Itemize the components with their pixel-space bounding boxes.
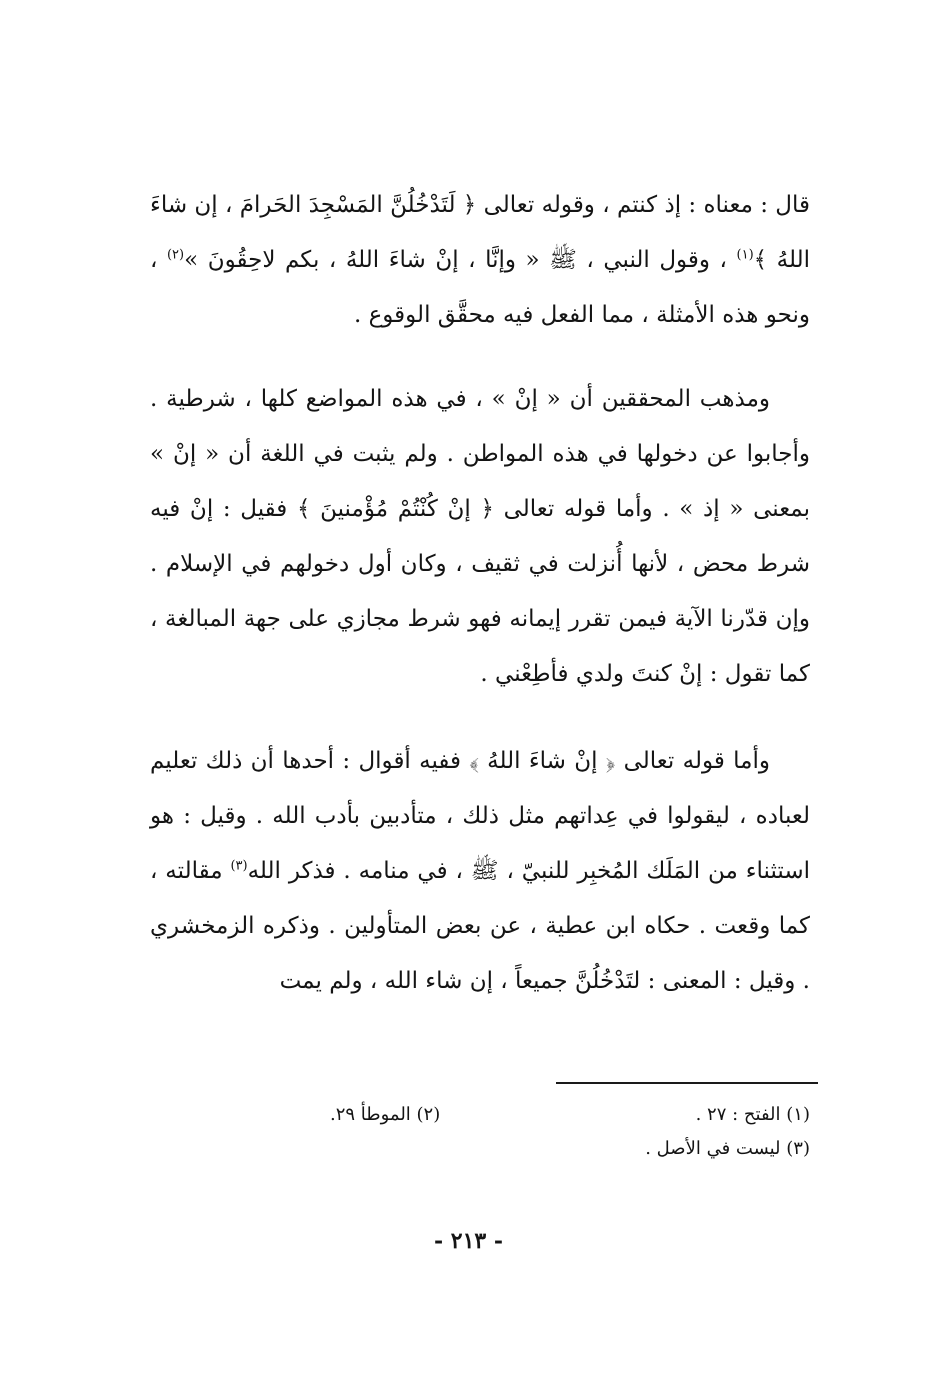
footnote-1: (١) الفتح : ٢٧ . bbox=[695, 1104, 810, 1125]
paragraph-2 bbox=[150, 372, 810, 702]
footnote-separator bbox=[556, 1082, 818, 1084]
paragraph-3 bbox=[150, 734, 810, 1009]
footnotes bbox=[330, 1098, 810, 1166]
page-number: - ٢١٣ - bbox=[433, 1228, 504, 1254]
paragraph-1-text-b: ، وقول النبي ، ﷺ « وإنَّا ، إنْ شاءَ اللهُ ، بكم لاحِقُونَ » bbox=[184, 247, 727, 273]
paragraph-3-text-a: وأما قوله تعالى ﴿ إنْ شاءَ اللهُ ﴾ ففيه أقوال : أحدها أن ذلك تعليم لعباده ، ليقولوا في عِداتهم مثل ذلك ، متأدبين بأدب الله . وقيل : هو استثناء من المَلَك المُخبِر للنبيّ ، ﷺ ، في منامه . فذكر الله bbox=[150, 748, 810, 884]
footnote-row-1 bbox=[330, 1098, 810, 1132]
footnote-3: (٣) ليست في الأصل . bbox=[645, 1138, 810, 1159]
paragraph-2-text: ومذهب المحققين أن « إنْ » ، في هذه المواضع كلها ، شرطية . وأجابوا عن دخولها في هذه المواطن . ولم يثبت في اللغة أن « إنْ » بمعنى « إذ » . وأما قوله تعالى ﴿ إنْ كُنْتُمْ مُؤْمنينَ ﴾ فقيل : إنْ فيه شرط محض ، لأنها أُنزلت في ثقيف ، وكان أول دخولهم في الإسلام . وإن قدّرنا الآية فيمن تقرر إيمانه فهو شرط مجازي على جهة المبالغة ، كما تقول : إنْ كنتَ ولدي فأطِعْني . bbox=[150, 386, 810, 687]
paragraph-1 bbox=[150, 178, 810, 343]
paragraph-1-text-a: قال : معناه : إذ كنتم ، وقوله تعالى ﴿ لَتَدْخُلُنَّ المَسْجِدَ الحَرامَ ، إن شاءَ اللهُ ﴾ bbox=[150, 192, 810, 273]
footnote-2: (٢) الموطأ ٢٩. bbox=[330, 1104, 441, 1125]
paragraph-3-text-b: مقالته ، كما وقعت . حكاه ابن عطية ، عن بعض المتأولين . وذكره الزمخشري . وقيل : المعنى : لتَدْخُلُنَّ جميعاً ، إن شاء الله ، ولم يمت bbox=[150, 858, 810, 994]
footnote-row-2 bbox=[330, 1132, 810, 1166]
footnote-ref-3: (٣) bbox=[230, 858, 248, 874]
paragraph-1-text-c: ، ونحو هذه الأمثلة ، مما الفعل فيه محقَّق الوقوع . bbox=[150, 247, 810, 328]
footnote-ref-2: (٢) bbox=[166, 247, 185, 263]
footnote-ref-1: (١) bbox=[736, 247, 754, 263]
